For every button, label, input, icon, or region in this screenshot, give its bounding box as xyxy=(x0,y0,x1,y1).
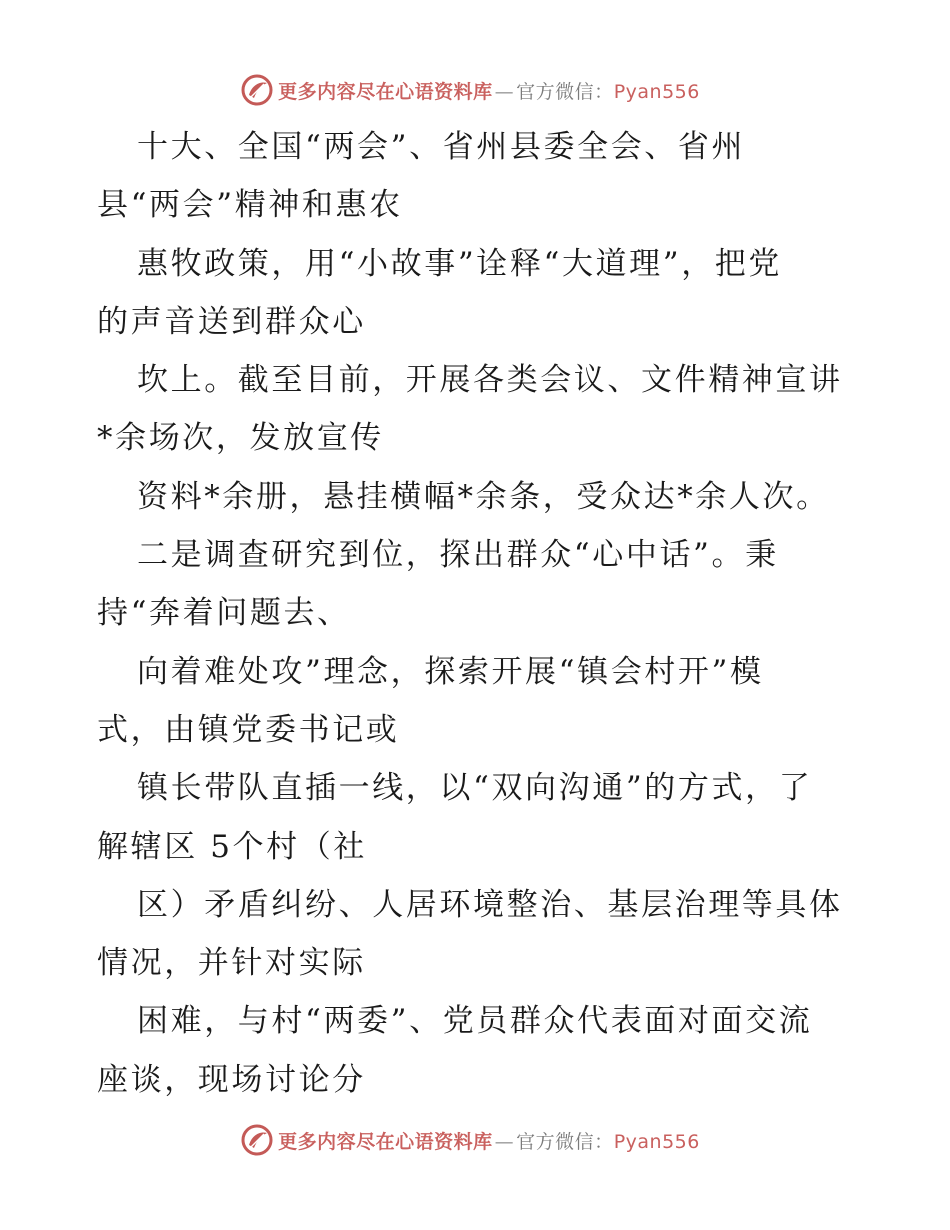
logo-icon xyxy=(240,1123,274,1157)
text-line: 困难，与村“两委”、党员群众代表面对面交流 xyxy=(137,1003,813,1040)
banner-separator: — xyxy=(494,1130,515,1153)
text-line: *余场次，发放宣传 xyxy=(97,420,384,457)
text-line: 县“两会”精神和惠农 xyxy=(97,187,403,224)
banner-separator: — xyxy=(494,80,515,103)
text-line: 的声音送到群众心 xyxy=(97,303,366,340)
banner-content xyxy=(240,1123,700,1157)
text-line: 式，由镇党委书记或 xyxy=(97,711,400,748)
text-line: 区）矛盾纠纷、人居环境整治、基层治理等具体 xyxy=(137,886,843,923)
document-body xyxy=(97,118,867,1109)
header-banner xyxy=(0,70,950,110)
text-line: 解辖区 5个村（社 xyxy=(97,828,367,865)
text-line: 惠牧政策，用“小故事”诠释“大道理”，把党 xyxy=(137,245,782,282)
text-line: 座谈，现场讨论分 xyxy=(97,1061,366,1098)
text-line: 镇长带队直插一线，以“双向沟通”的方式，了 xyxy=(137,770,813,807)
text-line: 情况，并针对实际 xyxy=(97,945,366,982)
banner-slogan: 更多内容尽在心语资料库 xyxy=(278,1130,493,1153)
text-line: 坎上。截至目前，开展各类会议、文件精神宣讲 xyxy=(137,362,843,399)
footer-banner xyxy=(0,1120,950,1160)
banner-text xyxy=(278,77,700,104)
wechat-id: Pyan556 xyxy=(613,1130,700,1153)
logo-icon xyxy=(240,73,274,107)
banner-text xyxy=(278,1127,700,1154)
text-line: 向着难处攻”理念，探索开展“镇会村开”模 xyxy=(137,653,764,690)
wechat-id: Pyan556 xyxy=(613,80,700,103)
text-line: 资料*余册，悬挂横幅*余条，受众达*余人次。 xyxy=(137,478,830,515)
text-line: 二是调查研究到位，探出群众“心中话”。秉 xyxy=(137,537,779,574)
banner-content xyxy=(240,73,700,107)
wechat-label: 官方微信： xyxy=(516,80,614,103)
text-line: 十大、全国“两会”、省州县委全会、省州 xyxy=(137,129,746,165)
wechat-label: 官方微信： xyxy=(516,1130,614,1153)
text-line: 持“奔着问题去、 xyxy=(97,595,351,632)
banner-slogan: 更多内容尽在心语资料库 xyxy=(278,80,493,103)
